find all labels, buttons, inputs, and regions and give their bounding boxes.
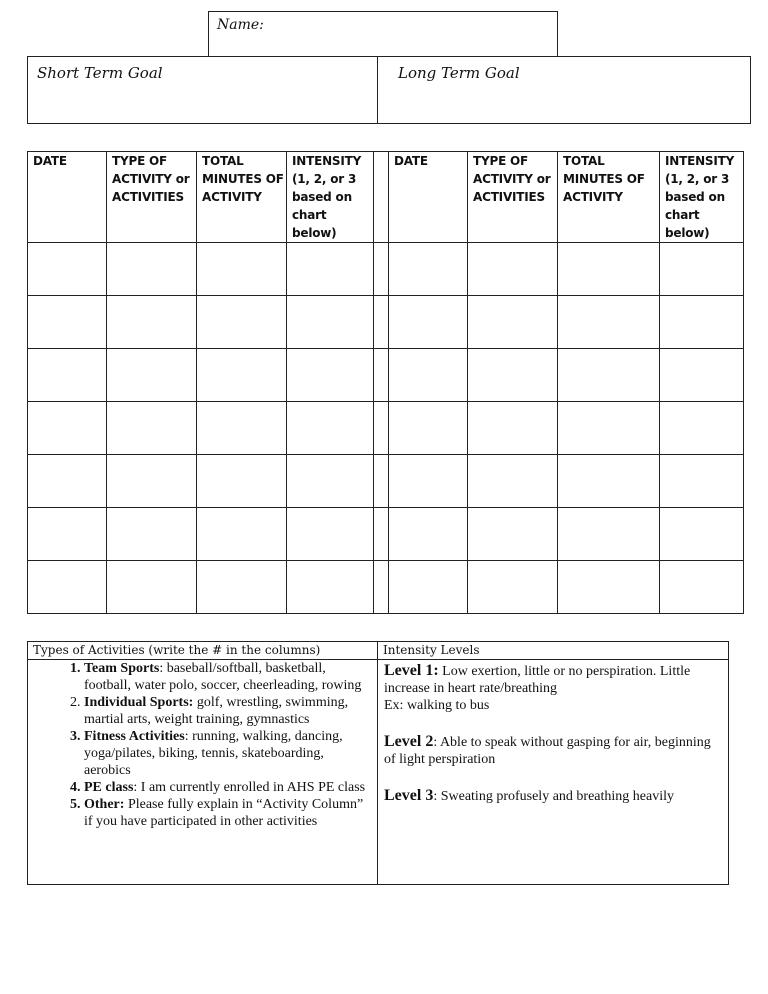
name-field[interactable]	[208, 11, 558, 57]
list-item	[84, 779, 373, 796]
col-header-date-2: DATE	[389, 152, 468, 243]
entry-cell[interactable]	[287, 296, 374, 349]
entry-cell[interactable]	[389, 455, 468, 508]
entry-cell[interactable]	[660, 402, 744, 455]
entry-cell[interactable]	[197, 561, 287, 614]
log-body	[28, 243, 744, 614]
name-label: Name:	[217, 17, 264, 33]
entry-cell[interactable]	[660, 296, 744, 349]
entry-cell[interactable]	[389, 508, 468, 561]
table-row	[28, 349, 744, 402]
intensity-levels-list	[384, 662, 722, 805]
col-header-minutes-2: TOTAL MINUTES OF ACTIVITY	[558, 152, 660, 243]
entry-cell[interactable]	[558, 296, 660, 349]
entry-cell[interactable]	[107, 296, 197, 349]
table-row	[28, 455, 744, 508]
activity-type-text: golf, wrestling, swimming, martial arts, weight training, gymnastics	[84, 695, 349, 727]
entry-cell[interactable]	[28, 402, 107, 455]
level-description: : Sweating profusely and breathing heavily	[433, 789, 674, 804]
entry-cell[interactable]	[287, 349, 374, 402]
list-item	[84, 796, 373, 830]
entry-cell[interactable]	[287, 561, 374, 614]
entry-cell[interactable]	[558, 455, 660, 508]
table-row	[28, 561, 744, 614]
entry-cell[interactable]	[287, 508, 374, 561]
entry-cell[interactable]	[107, 243, 197, 296]
spacer-cell	[374, 402, 389, 455]
entry-cell[interactable]	[389, 349, 468, 402]
col-header-minutes: TOTAL MINUTES OF ACTIVITY	[197, 152, 287, 243]
intensity-level	[384, 787, 722, 805]
entry-cell[interactable]	[558, 402, 660, 455]
types-cell	[28, 660, 378, 885]
activity-type-text: running, walking, dancing, yoga/pilates, biking, tennis, skateboarding, aerobics	[84, 729, 343, 778]
col-header-type: TYPE OF ACTIVITY or ACTIVITIES	[107, 152, 197, 243]
activity-type-title: Fitness Activities	[84, 729, 185, 744]
entry-cell[interactable]	[107, 508, 197, 561]
spacer-cell	[374, 296, 389, 349]
reference-table	[27, 641, 729, 885]
long-term-goal-label: Long Term Goal	[398, 64, 520, 82]
list-item	[84, 728, 373, 779]
level-title: Level 3	[384, 787, 434, 804]
entry-cell[interactable]	[660, 455, 744, 508]
activity-type-text: I am currently enrolled in AHS PE class	[140, 780, 366, 795]
entry-cell[interactable]	[28, 349, 107, 402]
spacer-cell	[374, 455, 389, 508]
short-term-goal-label: Short Term Goal	[37, 64, 163, 82]
entry-cell[interactable]	[558, 561, 660, 614]
entry-cell[interactable]	[287, 243, 374, 296]
level-title: Level 2	[384, 733, 434, 750]
levels-cell	[378, 660, 729, 885]
entry-cell[interactable]	[197, 349, 287, 402]
entry-cell[interactable]	[558, 508, 660, 561]
list-item	[84, 660, 373, 694]
entry-cell[interactable]	[468, 349, 558, 402]
entry-cell[interactable]	[558, 349, 660, 402]
activity-type-title: Individual Sports:	[84, 695, 194, 710]
entry-cell[interactable]	[28, 296, 107, 349]
level-description: : Able to speak without gasping for air, beginning of light perspiration	[384, 735, 711, 767]
entry-cell[interactable]	[107, 561, 197, 614]
entry-cell[interactable]	[389, 561, 468, 614]
goals-divider	[377, 57, 378, 123]
entry-cell[interactable]	[389, 243, 468, 296]
activity-type-title: Team Sports	[84, 661, 160, 676]
entry-cell[interactable]	[468, 561, 558, 614]
activity-type-separator: :	[184, 729, 193, 744]
entry-cell[interactable]	[107, 349, 197, 402]
entry-cell[interactable]	[107, 455, 197, 508]
entry-cell[interactable]	[660, 243, 744, 296]
types-heading: Types of Activities (write the # in the columns)	[28, 642, 378, 660]
entry-cell[interactable]	[107, 402, 197, 455]
intensity-level	[384, 733, 722, 768]
entry-cell[interactable]	[558, 243, 660, 296]
level-description: Low exertion, little or no perspiration. Little increase in heart rate/breathing	[384, 664, 691, 696]
entry-cell[interactable]	[660, 508, 744, 561]
entry-cell[interactable]	[28, 561, 107, 614]
col-header-date: DATE	[28, 152, 107, 243]
level-title: Level 1:	[384, 662, 439, 679]
table-row	[28, 508, 744, 561]
activity-type-separator: :	[133, 780, 141, 795]
table-row	[28, 243, 744, 296]
table-row	[28, 296, 744, 349]
spacer-cell	[374, 561, 389, 614]
entry-cell[interactable]	[468, 455, 558, 508]
entry-cell[interactable]	[197, 402, 287, 455]
entry-cell[interactable]	[197, 455, 287, 508]
entry-cell[interactable]	[660, 349, 744, 402]
spacer-cell	[374, 508, 389, 561]
spacer-cell	[374, 349, 389, 402]
intensity-level	[384, 662, 722, 697]
activity-type-text: baseball/softball, basketball, football, water polo, soccer, cheerleading, rowing	[84, 661, 362, 693]
spacer-cell	[374, 243, 389, 296]
col-header-intensity: INTENSITY (1, 2, or 3 based on chart below)	[287, 152, 374, 243]
entry-cell[interactable]	[197, 243, 287, 296]
levels-heading: Intensity Levels	[378, 642, 729, 660]
entry-cell[interactable]	[28, 455, 107, 508]
entry-cell[interactable]	[287, 455, 374, 508]
entry-cell[interactable]	[28, 508, 107, 561]
table-row	[28, 402, 744, 455]
entry-cell[interactable]	[468, 243, 558, 296]
log-header-row	[28, 152, 744, 243]
col-spacer	[374, 152, 389, 243]
activity-types-list	[32, 660, 373, 830]
entry-cell[interactable]	[389, 402, 468, 455]
col-header-type-2: TYPE OF ACTIVITY or ACTIVITIES	[468, 152, 558, 243]
activity-type-text: Please fully explain in “Activity Column” if you have participated in other activities	[84, 797, 364, 829]
list-item	[84, 694, 373, 728]
activity-log-table	[27, 151, 744, 614]
activity-type-title: PE class	[84, 780, 134, 795]
level-example: Ex: walking to bus	[384, 698, 490, 713]
entry-cell[interactable]	[468, 402, 558, 455]
entry-cell[interactable]	[287, 402, 374, 455]
entry-cell[interactable]	[197, 508, 287, 561]
activity-type-title: Other:	[84, 797, 125, 812]
entry-cell[interactable]	[468, 508, 558, 561]
entry-cell[interactable]	[468, 296, 558, 349]
entry-cell[interactable]	[389, 296, 468, 349]
goals-box	[27, 56, 751, 124]
entry-cell[interactable]	[660, 561, 744, 614]
entry-cell[interactable]	[28, 243, 107, 296]
entry-cell[interactable]	[197, 296, 287, 349]
col-header-intensity-2: INTENSITY (1, 2, or 3 based on chart below)	[660, 152, 744, 243]
activity-type-separator: :	[159, 661, 167, 676]
